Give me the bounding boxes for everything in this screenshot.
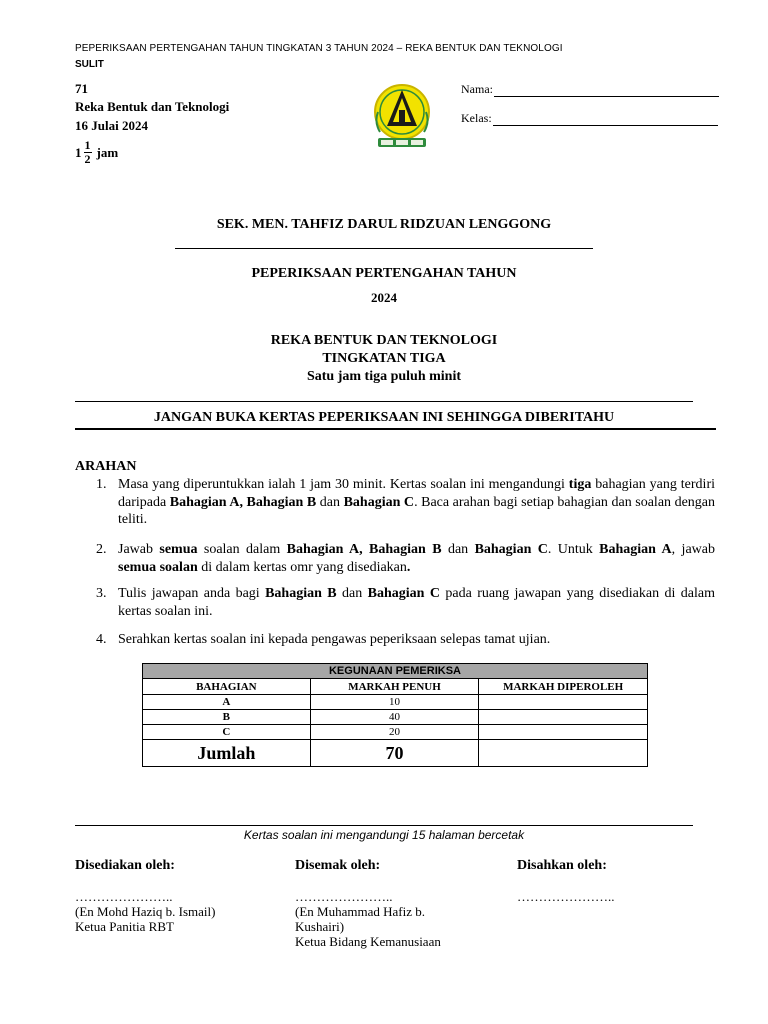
footer-divider: [75, 825, 693, 826]
instruction-number: 1.: [96, 477, 107, 492]
signature-name-cont: Kushairi): [295, 919, 345, 934]
duration-numerator: 1: [84, 138, 91, 152]
section-cell: B: [143, 710, 311, 725]
name-field[interactable]: [461, 82, 719, 97]
duration-unit: jam: [96, 144, 119, 160]
class-field[interactable]: [461, 111, 718, 126]
signature-role: Disediakan oleh:: [75, 858, 175, 873]
exam-title: PEPERIKSAAN PERTENGAHAN TAHUN: [251, 266, 517, 281]
obtained-marks-cell[interactable]: [479, 710, 648, 725]
duration-denominator: 2: [84, 152, 91, 166]
examiner-marks-table: [142, 663, 648, 767]
paper-date: 16 Julai 2024: [75, 118, 148, 133]
name-line[interactable]: [494, 84, 719, 97]
total-full-marks: 70: [310, 740, 479, 767]
signature-role: Disemak oleh:: [295, 858, 381, 873]
section-cell: A: [143, 695, 311, 710]
instructions-heading: ARAHAN: [75, 459, 137, 474]
instruction-text: Tulis jawapan anda bagi Bahagian B dan Bahagian C pada ruang jawapan yang disediakan di dalam kertas soalan ini.: [118, 586, 715, 619]
section-cell: C: [143, 725, 311, 740]
obtained-marks-cell[interactable]: [479, 695, 648, 710]
school-logo: [370, 82, 434, 152]
subject-title: REKA BENTUK DAN TEKNOLOGI: [270, 333, 498, 348]
signature-name: (En Muhammad Hafiz b.: [295, 904, 425, 919]
paper-subject: Reka Bentuk dan Teknologi: [75, 99, 230, 114]
instruction-number: 3.: [96, 586, 107, 601]
total-obtained-marks[interactable]: [479, 740, 648, 767]
form-title: TINGKATAN TIGA: [322, 351, 446, 366]
warning-text: JANGAN BUKA KERTAS PEPERIKSAAN INI SEHINGGA DIBERITAHU: [153, 410, 615, 425]
class-line[interactable]: [493, 113, 718, 126]
marks-table-title: KEGUNAAN PEMERIKSA: [143, 664, 648, 679]
column-header: MARKAH PENUH: [310, 679, 479, 695]
instruction-number: 4.: [96, 632, 107, 647]
signature-position: Ketua Bidang Kemanusiaan: [295, 934, 441, 949]
instruction-item: [75, 476, 715, 529]
paper-duration: [75, 139, 118, 166]
duration-whole: 1: [75, 144, 82, 160]
time-title: Satu jam tiga puluh minit: [306, 369, 462, 384]
obtained-marks-cell[interactable]: [479, 725, 648, 740]
column-header: BAHAGIAN: [143, 679, 311, 695]
classification-label: SULIT: [75, 59, 104, 70]
signature-position: Ketua Panitia RBT: [75, 919, 174, 934]
table-row: [143, 695, 648, 710]
full-marks-cell: 20: [310, 725, 479, 740]
signature-prepared: [75, 858, 215, 934]
page-count-note: Kertas soalan ini mengandungi 15 halaman bercetak: [243, 828, 525, 842]
school-underline: [175, 248, 593, 249]
paper-code: 71: [75, 81, 88, 96]
class-label: Kelas:: [461, 111, 492, 125]
instruction-item: [75, 541, 715, 576]
school-name: SEK. MEN. TAHFIZ DARUL RIDZUAN LENGGONG: [216, 217, 552, 232]
signature-approved: [517, 858, 615, 904]
signature-dots: …………………..: [517, 889, 615, 904]
divider-top: [75, 401, 693, 402]
column-header: MARKAH DIPEROLEH: [479, 679, 648, 695]
signature-checked: [295, 858, 441, 949]
instruction-item: [75, 631, 715, 649]
signature-role: Disahkan oleh:: [517, 858, 607, 873]
total-label: Jumlah: [143, 740, 311, 767]
divider-warning: [75, 428, 716, 430]
signature-dots: …………………..: [75, 889, 173, 904]
full-marks-cell: 40: [310, 710, 479, 725]
instruction-text: Serahkan kertas soalan ini kepada pengawas peperiksaan selepas tamat ujian.: [118, 632, 551, 647]
running-header: PEPERIKSAAN PERTENGAHAN TAHUN TINGKATAN 3 TAHUN 2024 – REKA BENTUK DAN TEKNOLOGI: [75, 43, 563, 54]
instruction-number: 2.: [96, 542, 107, 557]
name-label: Nama:: [461, 82, 493, 96]
exam-year: 2024: [371, 290, 397, 305]
total-row: [143, 740, 648, 767]
instruction-text: Jawab semua soalan dalam Bahagian A, Bahagian B dan Bahagian C. Untuk Bahagian A, jawab semua soalan di dalam kertas omr yang disediakan.: [118, 542, 715, 575]
signature-dots: …………………..: [295, 889, 393, 904]
table-row: [143, 710, 648, 725]
duration-fraction: [84, 139, 92, 166]
instruction-item: [75, 585, 715, 620]
signature-name: (En Mohd Haziq b. Ismail): [75, 904, 216, 919]
table-row: [143, 725, 648, 740]
full-marks-cell: 10: [310, 695, 479, 710]
instruction-text: Masa yang diperuntukkan ialah 1 jam 30 minit. Kertas soalan ini mengandungi tiga bahagian yang terdiri daripada Bahagian A, Bahagian B dan Bahagian C. Baca arahan bagi setiap bahagian dan soalan dengan teliti.: [118, 477, 716, 527]
